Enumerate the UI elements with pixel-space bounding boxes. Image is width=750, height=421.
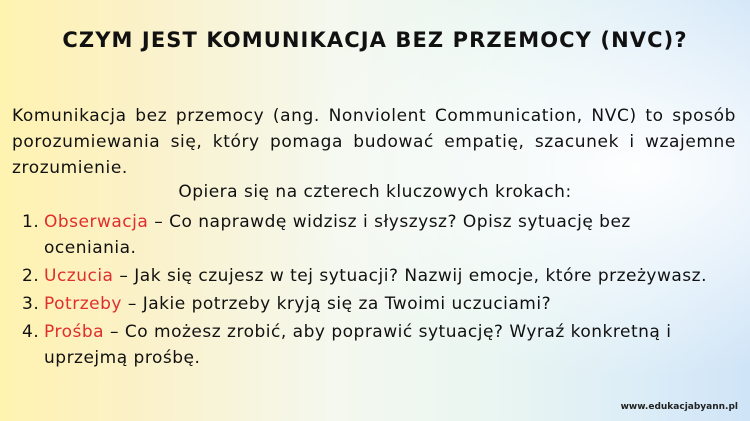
steps-intro: Opiera się na czterech kluczowych krokach: xyxy=(178,182,572,202)
step-text: – Co możesz zrobić, aby poprawić sytuację? Wyraź konkretną i uprzejmą prośbę. xyxy=(44,322,672,368)
step-text: – Jak się czujesz w tej sytuacji? Nazwij emocje, które przeżywasz. xyxy=(113,266,707,286)
step-feelings xyxy=(22,263,722,289)
steps-list xyxy=(22,209,722,373)
step-text: – Co naprawdę widzisz i słyszysz? Opisz sytuację bez oceniania. xyxy=(44,212,631,258)
step-name: Obserwacja xyxy=(44,212,149,232)
slide-title: CZYM JEST KOMUNIKACJA BEZ PRZEMOCY (NVC)? xyxy=(62,28,688,52)
website-watermark: www.edukacjabyann.pl xyxy=(620,402,738,412)
step-number: 2. xyxy=(22,266,40,286)
intro-paragraph: Komunikacja bez przemocy (ang. Nonviolent Communication, NVC) to sposób porozumiewania się, który pomaga budować empatię, szacunek i wzajemne zrozumienie. xyxy=(12,106,736,178)
step-number: 1. xyxy=(22,212,40,232)
step-observation xyxy=(22,209,722,261)
step-number: 4. xyxy=(22,322,40,342)
step-number: 3. xyxy=(22,294,40,314)
step-name: Uczucia xyxy=(44,266,114,286)
step-name: Potrzeby xyxy=(44,294,122,314)
step-name: Prośba xyxy=(44,322,105,342)
step-needs xyxy=(22,291,722,317)
step-text: – Jakie potrzeby kryją się za Twoimi uczuciami? xyxy=(121,294,552,314)
step-request xyxy=(22,319,722,371)
